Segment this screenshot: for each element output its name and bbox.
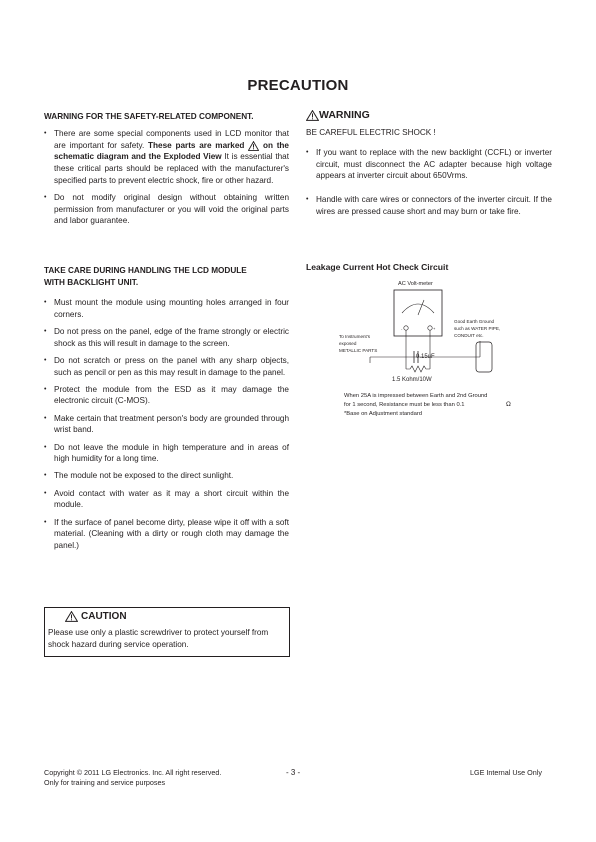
page-title: PRECAUTION [247,77,349,94]
lcd-handling-list [44,297,289,557]
ground-label: Good Earth Ground [454,319,495,324]
meter-needle [418,300,424,315]
bullet-text: It is essential that these critical parts should be replaced with the manufacturer's specified parts to prevent electric shock, fire or other hazard. [54,152,289,185]
list-item: • Protect the module from the ESD as it may damage the electronic circuit (C-MOS). [44,384,289,407]
warning-heading [306,109,370,121]
training-text: Only for training and service purposes [44,778,166,787]
note-line: When 25A is impressed between Earth and 2nd Ground [344,393,488,399]
warning-triangle-icon [65,611,78,622]
leakage-circuit-diagram [330,275,540,420]
copyright-text: Copyright © 2011 LG Electronics. Inc. All right reserved. [44,768,222,777]
warning-triangle-icon [248,141,259,151]
meter-label: AC Volt-meter [398,281,433,287]
resistor-label: 1.5 Kohm/10W [392,377,432,383]
instrument-label: To Instrument's [339,334,371,339]
meter-scale [402,304,434,313]
warning-label: WARNING [319,109,370,121]
list-item: • Do not press on the panel, edge of the frame strongly or electric shock as this will result in damage to the screen. [44,326,289,349]
bullet-text: There are some special components used in LCD monitor that are important for safety. [54,129,289,150]
list-item: • Must mount the module using mounting holes arranged in four corners. [44,297,289,320]
list-item: • If you want to replace with the new backlight (CCFL) or inverter circuit, must disconnect the AC adapter because high voltage appears at inverter circuit about 650Vrms. [306,147,552,182]
safety-component-heading: WARNING FOR THE SAFETY-RELATED COMPONENT. [44,112,254,121]
list-item: • Do not scratch or press on the panel with any sharp objects, such as pencil or pen as this may result in damage to the panel. [44,355,289,378]
heading-line: TAKE CARE DURING HANDLING THE LCD MODULE [44,266,247,275]
caution-heading [65,611,127,622]
safety-component-list [44,128,289,233]
ground-label: CONDUIT etc. [454,333,484,338]
leakage-circuit-title: Leakage Current Hot Check Circuit [306,262,449,272]
meter-terminal [404,326,408,330]
terminal-minus: - [401,326,403,331]
ohm-symbol: Ω [506,401,511,408]
caution-label: CAUTION [81,611,127,622]
instrument-label: METALLIC PARTS [339,348,378,353]
meter-terminal [428,326,432,330]
capacitor-label: 0.15uF [416,354,435,360]
list-item [44,128,289,187]
list-item: • Do not modify original design without obtaining written permission from manufacturer or you will void the original parts and labor guarantee. [44,192,289,227]
heading-line: WITH BACKLIGHT UNIT. [44,278,139,287]
lcd-handling-heading [44,265,247,289]
warning-triangle-icon [306,110,319,121]
caution-box [44,607,290,657]
list-item: • Do not leave the module in high temperature and in areas of high humidity for a long time. [44,442,289,465]
bold-text: These parts are marked [148,140,249,150]
warning-list [306,147,552,223]
list-item: • The module not be exposed to the direct sunlight. [44,470,289,482]
terminal-plus: + [433,326,436,331]
warning-subtitle: BE CAREFUL ELECTRIC SHOCK ! [306,128,436,137]
page-number: - 3 - [286,768,301,777]
note-line: *Base on Adjustment standard [344,411,422,417]
ground-label: such as WATER PIPE, [454,326,501,331]
instrument-label: exposed [339,341,357,346]
list-item: • Make certain that treatment person's body are grounded through wrist band. [44,413,289,436]
resistor [406,366,430,372]
internal-use-label: LGE Internal Use Only [470,768,542,777]
list-item: • If the surface of panel become dirty, please wipe it off with a soft material. (Cleaning with a dirty or rough cloth may damage the panel.) [44,517,289,552]
footer-left [44,768,221,788]
caution-text: Please use only a plastic screwdriver to protect yourself from shock hazard during service operation. [48,628,269,649]
list-item: • Avoid contact with water as it may a short circuit within the module. [44,488,289,511]
bold-text: on the schematic diagram and the Exploded View [54,140,289,162]
note-line: for 1 second, Resistance must be less than 0.1 [344,402,465,408]
list-item: • Handle with care wires or connectors of the inverter circuit. If the wires are pressed cause short and may burn or take fire. [306,194,552,217]
